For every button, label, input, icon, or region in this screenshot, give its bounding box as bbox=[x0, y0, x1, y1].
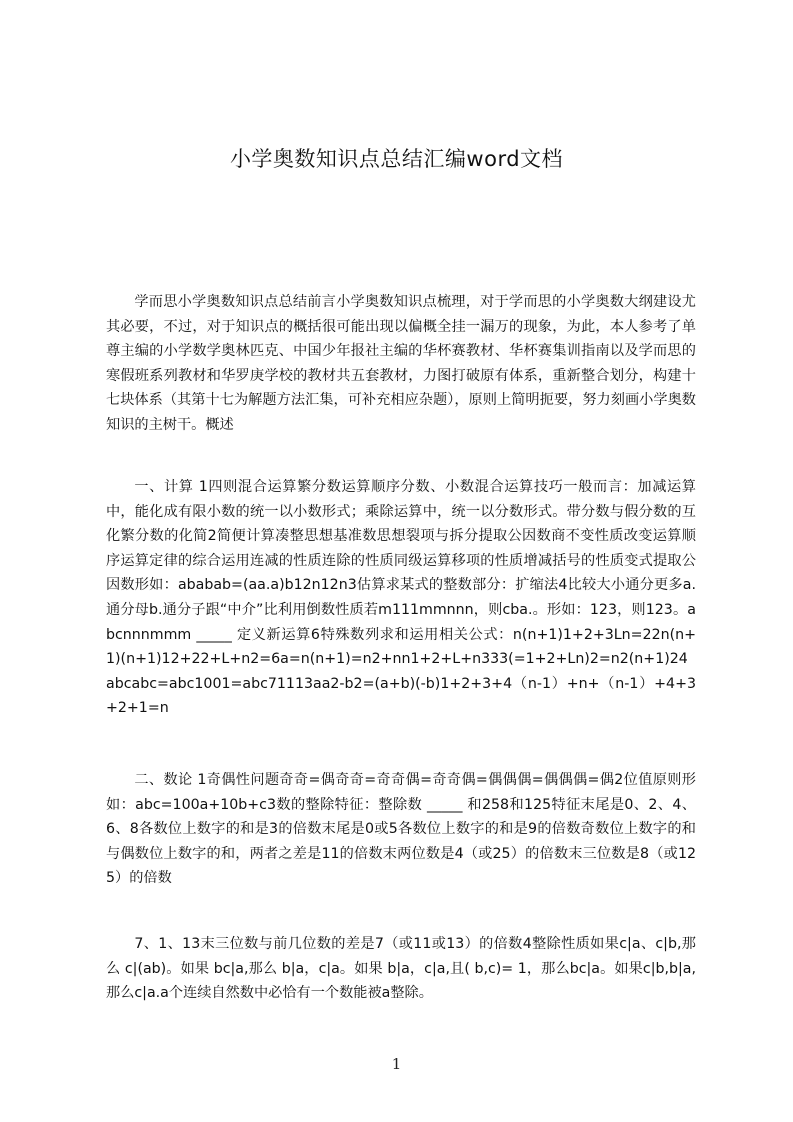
page-number: 1 bbox=[391, 1055, 402, 1073]
paragraph-preface: 学而思小学奥数知识点总结前言小学奥数知识点梳理，对于学而思的小学奥数大纲建设尤其必要，不过，对于知识点的概括很可能出现以偏概全挂一漏万的现象，为此，本人参考了单尊主编的小学数学奥林匹克、中国少年报社主编的华杯赛教材、华杯赛集训指南以及学而思的寒假班系列教材和华罗庚学校的教材共五套教材，力图打破原有体系，重新整合划分，构建十七块体系（其第十七为解题方法汇集，可补充相应杂题），原则上简明扼要，努力刻画小学奥数知识的主树干。概述 bbox=[106, 294, 696, 433]
paragraph-divisibility: 7、1、13末三位数与前几位数的差是7（或11或13）的倍数4整除性质如果c|a、c|b,那么 c|(ab)。如果 bc|a,那么 b|a，c|a。如果 b|a，c|a,且( b,c)= 1，那么bc|a。如果c|b,b|a,那么c|a.a个连续自然数中必恰有一个数能被a整除。 bbox=[106, 936, 696, 1002]
paragraph-calculation: 一、计算 1四则混合运算繁分数运算顺序分数、小数混合运算技巧一般而言：加减运算中，能化成有限小数的统一以小数形式；乘除运算中，统一以分数形式。带分数与假分数的互化繁分数的化简2简便计算凑整思想基准数思想裂项与拆分提取公因数商不变性质改变运算顺序运算定律的综合运用连减的性质连除的性质同级运算移项的性质增减括号的性质变式提取公因数形如：ababab=(aa.a)b12n12n3估算求某式的整数部分：扩缩法4比较大小通分更多a.通分母b.通分子跟“中介”比利用倒数性质若m111mmnnn，则cba.。形如：123，则123。abcnnnmmm _____ 定义新运算6特殊数列求和运用相关公式：n(n+1)1+2+3Ln=22n(n+1)(n+1)12+22+L+n2=6a=n(n+1)=n2+nn1+2+L+n333(=1+2+Ln)2=n2(n+1)24abcabc=abc1001=abc71113aa2-b2=(a+b)(-b)1+2+3+4（n-1）+n+（n-1）+4+3+2+1=n bbox=[106, 479, 696, 717]
document-title: 小学奥数知识点总结汇编word文档 bbox=[229, 147, 564, 171]
paragraph-number-theory: 二、数论 1奇偶性问题奇奇=偶奇奇=奇奇偶=奇奇偶=偶偶偶=偶偶偶=偶2位值原则形如：abc=100a+10b+c3数的整除特征：整除数 _____ 和258和125特征末尾是0、2、4、6、8各数位上数字的和是3的倍数末尾是0或5各数位上数字的和是9的倍数奇数位上数字的和与偶数位上数字的和，两者之差是11的倍数末两位数是4（或25）的倍数末三位数是8（或125）的倍数 bbox=[106, 772, 696, 887]
